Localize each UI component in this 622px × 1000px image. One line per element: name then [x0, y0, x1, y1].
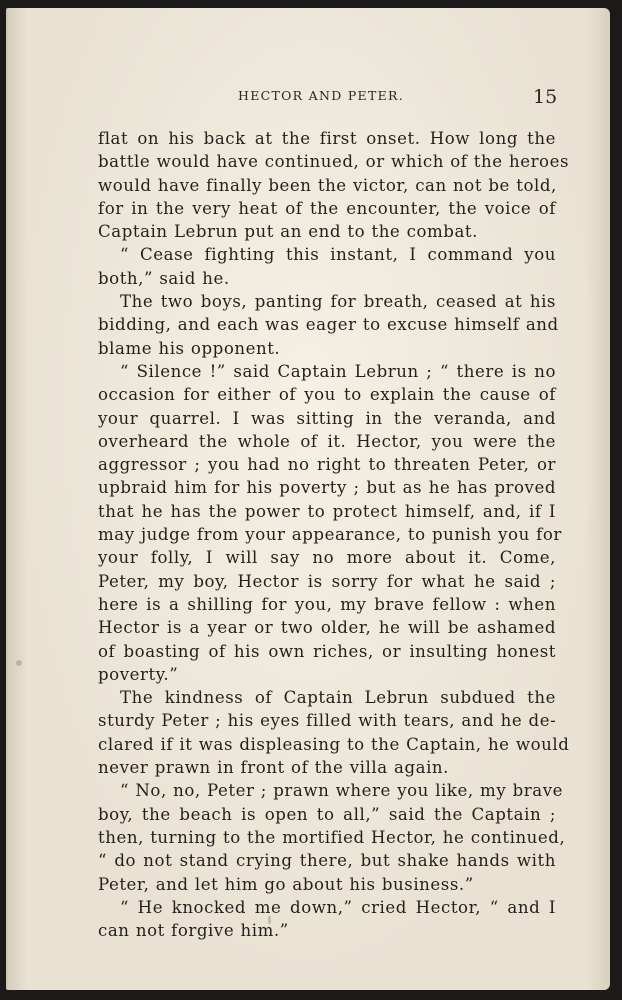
text-line: then, turning to the mortified Hector, he continued, [98, 827, 566, 847]
text-line: “ No, no, Peter ; prawn where you like, my brave [120, 781, 563, 801]
text-line: Captain Lebrun put an end to the combat. [98, 222, 478, 242]
text-line: Peter, and let him go about his business.” [98, 874, 474, 894]
running-head: HECTOR AND PETER. [238, 88, 405, 103]
text-line: “ do not stand crying there, but shake hands with [98, 851, 556, 871]
page-number: 15 [533, 86, 558, 108]
text-line: your folly, I will say no more about it. Come, [98, 548, 556, 568]
text-line: aggressor ; you had no right to threaten Peter, or [98, 455, 556, 475]
text-line: bidding, and each was eager to excuse himself and [98, 315, 559, 335]
text-line: overheard the whole of it. Hector, you were the [98, 431, 556, 451]
text-line: may judge from your appearance, to punish you for [98, 525, 562, 545]
page-blemish [268, 916, 271, 924]
text-line: sturdy Peter ; his eyes filled with tears, and he de- [98, 711, 557, 731]
text-line: of boasting of his own riches, or insulting honest [98, 641, 556, 661]
text-line: here is a shilling for you, my brave fellow : when [98, 594, 556, 614]
text-line: “ Cease fighting this instant, I command you [120, 245, 556, 265]
text-line: clared if it was displeasing to the Captain, he would [98, 734, 570, 754]
text-line: boy, the beach is open to all,” said the Captain ; [98, 804, 556, 824]
text-line: for in the very heat of the encounter, the voice of [98, 198, 556, 218]
text-line: both,” said he. [98, 268, 230, 288]
text-line: flat on his back at the first onset. How long the [98, 129, 556, 148]
book-page [6, 8, 610, 990]
text-line: that he has the power to protect himself, and, if I [98, 501, 556, 521]
text-line: The two boys, panting for breath, ceased at his [120, 292, 556, 312]
text-line: occasion for either of you to explain the cause of [98, 385, 556, 405]
text-line: “ He knocked me down,” cried Hector, “ and I [120, 897, 556, 917]
text-line: your quarrel. I was sitting in the veranda, and [98, 408, 556, 428]
text-line: Peter, my boy, Hector is sorry for what he said ; [98, 571, 556, 591]
text-line: battle would have continued, or which of the heroes [98, 152, 570, 172]
text-line: can not forgive him.” [98, 921, 289, 941]
text-line: The kindness of Captain Lebrun subdued the [120, 688, 556, 708]
text-line: poverty.” [98, 664, 179, 684]
text-line: upbraid him for his poverty ; but as he has proved [98, 478, 556, 498]
body-text [98, 127, 570, 942]
page-blemish [16, 660, 22, 666]
text-line: would have finally been the victor, can not be told, [98, 175, 557, 195]
text-line: “ Silence !” said Captain Lebrun ; “ there is no [120, 361, 556, 381]
text-line: never prawn in front of the villa again. [98, 758, 449, 778]
text-line: blame his opponent. [98, 338, 281, 358]
text-line: Hector is a year or two older, he will be ashamed [98, 618, 556, 638]
